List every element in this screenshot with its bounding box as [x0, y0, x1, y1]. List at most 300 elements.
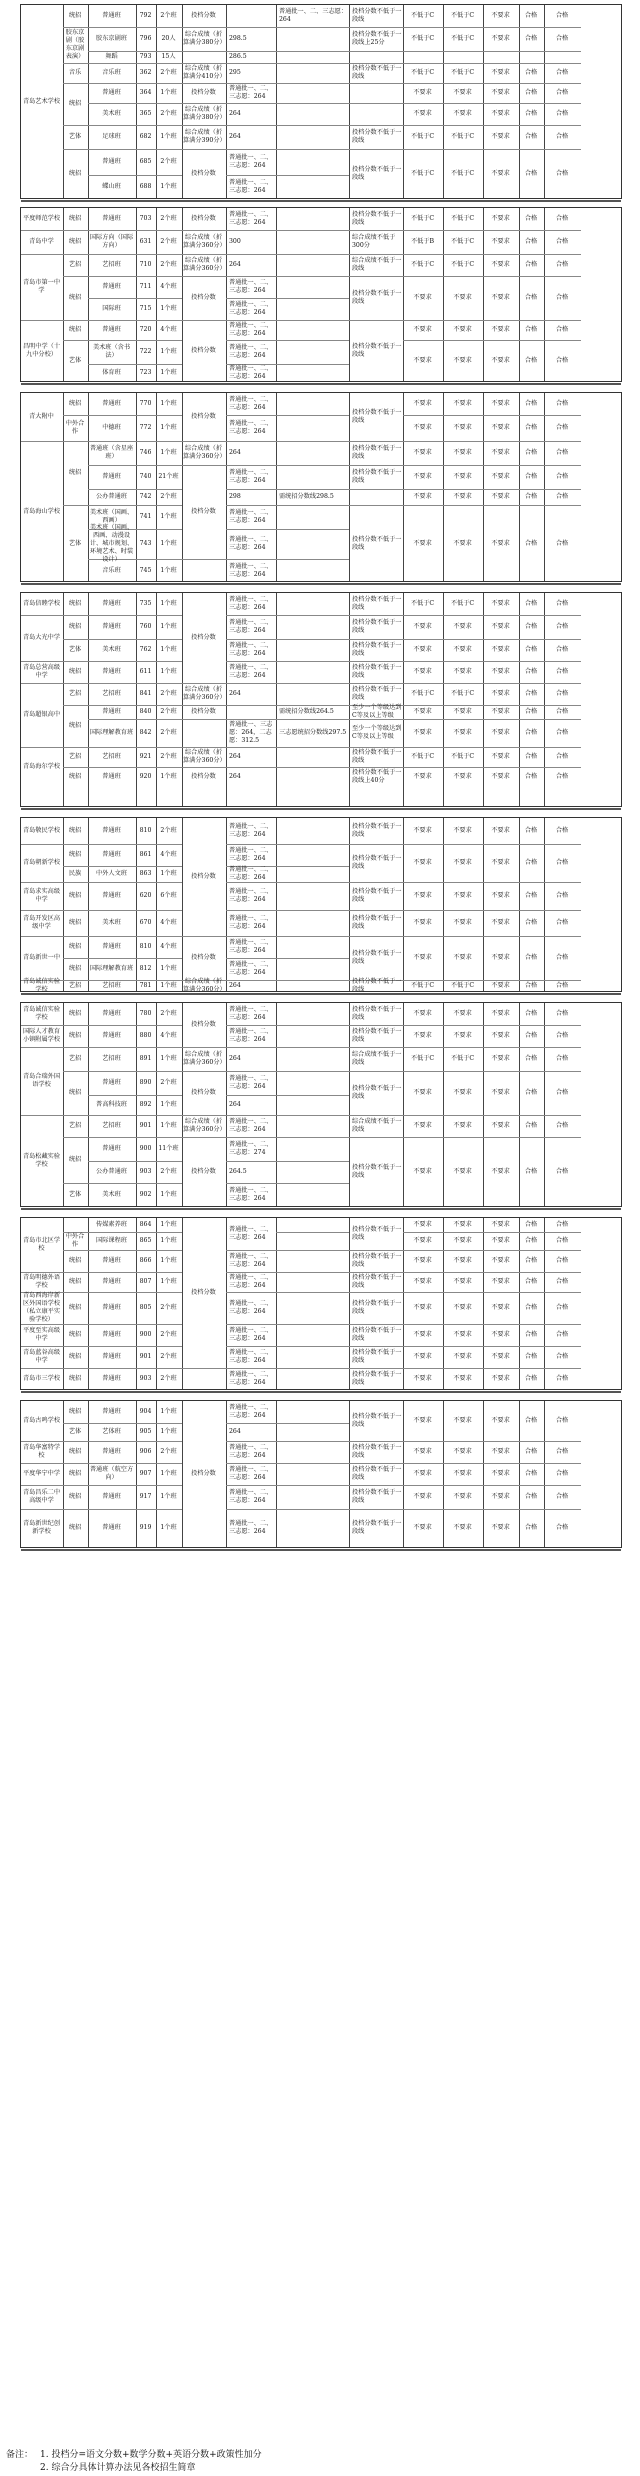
table-cell: 不要求: [491, 1492, 510, 1500]
table-cell: 900: [139, 1144, 152, 1152]
table-cell: 美术班: [102, 109, 121, 117]
table-cell: 1个班: [160, 512, 177, 520]
table-cell: 1个班: [160, 869, 177, 877]
table-cell: 艺招: [68, 982, 82, 989]
table-cell: 音乐班: [102, 68, 121, 76]
table-cell: 投档分数不低于一段线: [352, 1465, 402, 1481]
table-cell: 普通班: [102, 622, 121, 630]
table-cell: 普通班: [102, 399, 121, 407]
table-cell: 不要求: [491, 622, 510, 630]
table-cell: 不要求: [491, 492, 510, 500]
table-cell: 不低于C: [410, 11, 435, 19]
table-cell: 2个班: [160, 826, 177, 834]
table-cell: 普通班: [102, 1330, 121, 1338]
table-cell: 不要求: [413, 1009, 432, 1017]
table-cell: 投档分数: [191, 773, 216, 780]
table-cell: 普通批一、二、三志愿：264: [229, 535, 273, 551]
table-cell: 不要求: [453, 1375, 472, 1382]
table-cell: 艺招: [68, 689, 82, 697]
table-cell: 投档分数: [191, 633, 216, 641]
table-cell: [545, 51, 579, 62]
table-cell: 三志愿统招分数线297.5: [279, 728, 347, 736]
table-cell: 投档分数不低于一段线上25分: [352, 30, 402, 46]
table-cell: 合格: [555, 1447, 569, 1455]
table-cell: 合格: [524, 1492, 538, 1500]
table-cell: 合格: [524, 472, 538, 480]
table-cell: 1个班: [160, 773, 177, 780]
table-cell: 905: [139, 1427, 152, 1435]
table-cell: 不低于C: [410, 689, 435, 697]
table-cell: 1个班: [160, 1121, 177, 1129]
table-cell: [277, 1232, 349, 1249]
table-cell: 青岛昌乐二中高级中学: [22, 1488, 61, 1504]
table-cell: 美术班: [102, 645, 121, 653]
table-cell: 920: [139, 773, 152, 780]
table-cell: 不要求: [491, 689, 510, 697]
table-cell: 合格: [524, 109, 538, 117]
table-cell: 不要求: [491, 918, 510, 926]
table-cell: 普通班: [102, 1277, 121, 1285]
table-cell: 普通班: [102, 472, 121, 480]
table-cell: 不要求: [413, 858, 432, 866]
table-cell: 不要求: [453, 728, 472, 736]
table-cell: 不要求: [491, 109, 510, 117]
table-cell: 国际理解教育班: [89, 728, 134, 736]
table-cell: [277, 936, 349, 957]
table-cell: 不要求: [491, 1054, 510, 1062]
table-cell: 不要求: [413, 399, 432, 407]
table-cell: 不要求: [453, 1492, 472, 1500]
table-cell: 不要求: [491, 170, 510, 177]
table-cell: 合格: [524, 599, 538, 607]
table-cell: 统招: [68, 891, 82, 899]
table-cell: 合格: [524, 1447, 538, 1455]
table-cell: 合格: [555, 325, 569, 333]
table-cell: 903: [139, 1167, 152, 1175]
table-cell: 2个班: [160, 1447, 177, 1455]
table-cell: 艺体: [68, 1191, 82, 1198]
table-cell: 美术班（国画、西画）: [89, 508, 134, 524]
table-cell: 至少一个等级达到C等及以上等级: [352, 724, 402, 740]
table-cell: 不要求: [413, 707, 432, 715]
table-cell: 745: [139, 566, 152, 574]
table-cell: 投档分数: [191, 214, 216, 222]
table-cell: 中外合作: [65, 1232, 85, 1248]
table-cell: 1个班: [160, 423, 177, 431]
table-cell: 865: [139, 1236, 152, 1244]
table-cell: 892: [139, 1100, 152, 1108]
table-cell: 合格: [524, 357, 538, 364]
table-cell: 不低于C: [450, 34, 475, 42]
table-cell: 不要求: [413, 773, 432, 780]
table-cell: 美术班（含书法）: [92, 343, 131, 359]
table-cell: 1个班: [160, 1256, 177, 1264]
table-cell: 2个班: [160, 1375, 177, 1382]
table-cell: 917: [139, 1492, 152, 1500]
table-cell: 综合成绩（折算满分360分）: [183, 748, 226, 764]
table-cell: 统招: [68, 1155, 82, 1163]
table-cell: 不要求: [491, 1352, 510, 1360]
table-cell: [277, 298, 349, 319]
table-cell: 普通班: [102, 942, 121, 950]
table-cell: 365: [139, 109, 152, 117]
table-cell: 普通批一、二、三志愿：264: [229, 914, 273, 930]
table-cell: 普通批一、二、三志愿：264: [229, 1187, 273, 1202]
table-cell: 不要求: [453, 891, 472, 899]
table-cell: 综合成绩（折算满分360分）: [183, 444, 226, 460]
table-cell: 普通批一、二、三志愿：264: [229, 84, 273, 100]
table-cell: 不要求: [453, 539, 472, 547]
table-cell: [350, 103, 403, 124]
table-cell: 合格: [555, 728, 569, 736]
table-cell: 普通班: [102, 1492, 121, 1500]
table-cell: 投档分数不低于一段线: [352, 1348, 402, 1364]
table-cell: 艺体: [68, 132, 82, 140]
table-cell: 793: [139, 52, 152, 60]
table-cell: 平度师范学校: [22, 214, 61, 222]
table-cell: 普通班: [102, 157, 121, 165]
table-cell: 艺招班: [102, 260, 121, 268]
table-cell: 不要求: [453, 1236, 472, 1244]
table-cell: 合格: [555, 953, 569, 961]
table-cell: 不要求: [453, 622, 472, 630]
table-cell: 投档分数不低于一段线: [352, 1027, 402, 1043]
table-cell: [277, 1095, 349, 1114]
table-cell: 合格: [524, 1330, 538, 1338]
table-cell: [277, 844, 349, 865]
table-cell: 普通批一、三志愿：264，二志愿：312.5: [229, 720, 273, 744]
table-cell: 4个班: [160, 942, 177, 950]
table-cell: 不要求: [491, 1375, 510, 1382]
table-cell: 合格: [524, 34, 538, 42]
table-cell: 投档分数: [191, 1168, 216, 1175]
table-cell: 艺体班: [102, 1427, 121, 1435]
table-cell: 合格: [555, 1375, 569, 1382]
table-cell: 不要求: [491, 68, 510, 76]
table-cell: 901: [139, 1352, 152, 1360]
table-cell: 合格: [555, 1121, 569, 1129]
table-cell: [277, 27, 349, 50]
table-cell: 合格: [524, 68, 538, 76]
table-cell: 2个班: [160, 109, 177, 117]
table-cell: 普通班: [102, 1009, 121, 1017]
table-cell: 普通批一、二、三志愿：264: [229, 1225, 273, 1241]
table-cell: 不要求: [491, 1009, 510, 1017]
table-cell: 统招: [68, 1277, 82, 1285]
table-cell: 不要求: [453, 1009, 472, 1017]
table-cell: 4个班: [160, 1031, 177, 1039]
table-cell: 合格: [555, 423, 569, 431]
table-cell: 合格: [555, 399, 569, 407]
table-cell: [277, 505, 349, 528]
table-cell: [277, 866, 349, 881]
table-cell: 不要求: [413, 645, 432, 653]
table-cell: 298: [229, 492, 241, 500]
table-cell: 普通班: [102, 1523, 121, 1531]
table-cell: 不要求: [491, 237, 510, 245]
table-cell: 921: [139, 752, 152, 760]
table-cell: [277, 1485, 349, 1508]
table-cell: 普通批一、二、三志愿：264: [229, 562, 273, 578]
table-cell: 至少一个等级达到C等及以上等级: [352, 703, 402, 719]
table-cell: 不要求: [453, 858, 472, 866]
table-cell: 投档分数不低于一段线: [352, 166, 402, 181]
table-cell: 合格: [555, 1168, 569, 1175]
table-cell: 投档分数不低于一段线: [352, 748, 402, 764]
table-cell: 670: [139, 918, 152, 926]
table-cell: 不要求: [453, 1277, 472, 1285]
table-cell: 不要求: [413, 293, 432, 301]
table-cell: 投档分数不低于一段线: [352, 1488, 402, 1504]
table-cell: 不要求: [491, 728, 510, 736]
table-cell: 866: [139, 1256, 152, 1264]
table-cell: 投档分数不低于一段线: [352, 663, 402, 679]
table-cell: 1个班: [160, 1220, 177, 1228]
table-cell: 722: [139, 347, 152, 355]
table-cell: 合格: [524, 1054, 538, 1062]
table-cell: 投档分数不低于一段线: [352, 1005, 402, 1021]
table-cell: 投档分数不低于一段线: [352, 949, 402, 965]
table-cell: 投档分数不低于一段线: [352, 1412, 402, 1428]
table-cell: 普通班: [102, 1352, 121, 1360]
table-cell: 863: [139, 869, 152, 877]
table-cell: 合格: [555, 1277, 569, 1285]
table-cell: 2个班: [160, 214, 177, 222]
table-cell: 胶东京剧（胶东京剧表演）: [65, 28, 85, 60]
table-cell: 统招: [68, 1088, 82, 1096]
table-cell: 普通批一、二、三志愿：264: [229, 1465, 273, 1481]
table-cell: 美术班（国画、西画、动漫设计、城市规划、环境艺术、时装: [89, 523, 134, 555]
table-cell: 投档分数不低于一段线: [352, 618, 402, 634]
table-cell: 合格: [524, 1236, 538, 1244]
table-cell: 不低于C: [450, 237, 475, 245]
table-cell: 不要求: [413, 891, 432, 899]
table-cell: 不要求: [491, 826, 510, 834]
table-cell: 1个班: [160, 1427, 177, 1435]
table-cell: 综合成绩（折算满分360分）: [183, 233, 226, 249]
table-cell: 6个班: [160, 891, 177, 899]
table-cell: [277, 83, 349, 102]
table-cell: 音乐: [68, 68, 82, 76]
table-cell: 合格: [524, 858, 538, 866]
table-cell: 青岛中学: [29, 237, 54, 245]
table-cell: 投档分数: [191, 170, 216, 177]
table-cell: 772: [139, 423, 152, 431]
table-cell: 不要求: [413, 423, 432, 431]
table-cell: 合格: [524, 88, 538, 96]
table-cell: 传媒素养班: [96, 1220, 127, 1228]
table-cell: 青岛大光中学: [22, 633, 61, 641]
table-cell: 864: [139, 1220, 152, 1228]
table-cell: [277, 208, 349, 229]
table-cell: 统招: [68, 1330, 82, 1338]
table-cell: 综合成绩（折算满分390分）: [183, 128, 226, 144]
table-cell: 不要求: [491, 472, 510, 480]
table-cell: 合格: [555, 1054, 569, 1062]
table-cell: 2个班: [160, 707, 177, 715]
table-cell: 普通班: [102, 88, 121, 96]
table-cell: 不要求: [413, 472, 432, 480]
table-section: [20, 392, 622, 582]
table-cell: 891: [139, 1054, 152, 1062]
table-cell: 统招: [68, 1009, 82, 1017]
table-cell: 298.5: [229, 34, 247, 42]
table-cell: 合格: [524, 1031, 538, 1039]
table-cell: 703: [139, 214, 152, 222]
table-cell: 合格: [524, 132, 538, 140]
table-cell: 投档分数不低于一段线: [352, 1084, 402, 1100]
table-cell: 合格: [524, 325, 538, 333]
table-cell: 普通批一、二、三志愿：264: [279, 7, 348, 23]
table-cell: 不低于C: [450, 11, 475, 19]
table-cell: 919: [139, 1523, 152, 1531]
table-cell: 统招: [68, 170, 82, 177]
table-cell: 2个班: [160, 237, 177, 245]
table-cell: 普通班: [102, 1375, 121, 1382]
table-cell: 264.5: [229, 1167, 247, 1175]
table-cell: [277, 1441, 349, 1462]
table-cell: 不低于C: [410, 170, 435, 177]
table-cell: 720: [139, 325, 152, 333]
table-cell: 青岛新世纪创新学校: [22, 1519, 61, 1535]
table-cell: 普通批一、二、三志愿：264: [229, 1252, 273, 1268]
table-cell: 合格: [524, 622, 538, 630]
table-cell: 不要求: [453, 325, 472, 333]
table-cell: 综合成绩（折算满分410分）: [183, 64, 226, 80]
table-cell: 普通批一、二、三志愿：264: [229, 300, 273, 316]
table-cell: 胶东京剧班: [96, 34, 127, 42]
table-cell: 不要求: [453, 1121, 472, 1129]
table-cell: 合格: [555, 1303, 569, 1311]
table-cell: 264: [229, 132, 241, 140]
table-cell: 普通批一、二、三志愿：264: [229, 419, 273, 435]
table-cell: 合格: [524, 667, 538, 675]
table-cell: 统招: [68, 1447, 82, 1455]
table-cell: 不要求: [413, 622, 432, 630]
table-cell: 不要求: [453, 918, 472, 926]
table-cell: 合格: [524, 170, 538, 177]
table-cell: 不要求: [491, 260, 510, 268]
table-cell: 综合成绩（折算满分380分）: [183, 30, 226, 46]
table-cell: 903: [139, 1375, 152, 1382]
table-cell: 普通批一、二、三志愿：264: [229, 1443, 273, 1459]
table-cell: 综合成绩（折算满分380分）: [183, 105, 226, 121]
table-cell: 合格: [555, 472, 569, 480]
table-cell: 不要求: [453, 1303, 472, 1311]
table-cell: 统招: [68, 214, 82, 222]
table-cell: 青岛新世一中: [22, 953, 61, 961]
table-cell: 普通批一、二、三志愿：264: [229, 846, 273, 862]
table-cell: 685: [139, 157, 152, 165]
table-cell: 普通班: [102, 1031, 121, 1039]
table-cell: 不要求: [491, 1277, 510, 1285]
table-cell: 投档分数不低于一段线: [352, 444, 402, 460]
table-cell: 合格: [555, 667, 569, 675]
table-cell: 普通批一、二、三志愿：264: [229, 468, 273, 484]
table-cell: [277, 1463, 349, 1484]
table-cell: 1个班: [160, 622, 177, 630]
table-cell: 投档分数不低于一段线: [352, 641, 402, 657]
table-cell: 不低于C: [450, 260, 475, 268]
table-cell: 统招: [68, 721, 82, 729]
table-cell: 投档分数不低于一段线: [352, 408, 402, 424]
table-cell: 不低于C: [450, 599, 475, 607]
table-cell: 投档分数不低于一段线: [352, 822, 402, 838]
table-cell: 不要求: [453, 1031, 472, 1039]
table-cell: 2个班: [160, 157, 177, 165]
table-cell: [277, 149, 349, 174]
table-cell: 青岛海尔学校: [22, 763, 61, 770]
table-cell: 不要求: [491, 325, 510, 333]
table-cell: 青岛市北区学校: [22, 1236, 61, 1252]
table-cell: 264: [229, 752, 241, 760]
table-cell: 投档分数不低于一段线: [352, 854, 402, 870]
table-cell: [227, 5, 276, 26]
table-cell: 不要求: [413, 492, 432, 500]
table-cell: 投档分数不低于一段线: [352, 64, 402, 80]
table-cell: 2个班: [160, 1352, 177, 1360]
table-cell: 综合成绩（折算满分360分）: [183, 1050, 226, 1066]
table-cell: 不要求: [413, 1523, 432, 1531]
table-cell: 不要求: [491, 858, 510, 866]
table-cell: 青岛超银高中: [22, 710, 61, 718]
table-cell: 统招: [68, 667, 82, 675]
table-cell: 青岛艺术学校: [22, 98, 61, 105]
table-cell: [277, 1272, 349, 1291]
table-cell: 2个班: [160, 1330, 177, 1338]
table-cell: [350, 489, 403, 504]
table-cell: 841: [139, 689, 152, 697]
table-cell: 普通批一、二、三志愿：264: [229, 1074, 273, 1090]
table-section: [20, 207, 622, 382]
table-cell: 15人: [161, 52, 176, 60]
table-cell: [277, 1346, 349, 1367]
table-cell: 投档分数不低于一段线: [352, 535, 402, 551]
table-cell: 合格: [555, 170, 569, 177]
table-cell: 普通批一、二、三志愿：264: [229, 278, 273, 294]
table-cell: [277, 958, 349, 979]
table-cell: [277, 1509, 349, 1546]
table-cell: 音乐班: [102, 566, 121, 574]
table-cell: 762: [139, 645, 152, 653]
table-section: [20, 1002, 622, 1207]
table-cell: 投档分数: [191, 953, 216, 961]
table-cell: 合格: [555, 1416, 569, 1424]
table-cell: 不要求: [453, 773, 472, 780]
table-cell: 青岛朝新学校: [22, 858, 61, 866]
table-cell: 807: [139, 1277, 152, 1285]
table-cell: 国际方向（国际方向）: [89, 233, 134, 249]
table-cell: 合格: [524, 773, 538, 780]
table-cell: 普通批一、二、三志愿：264: [229, 1273, 273, 1289]
table-cell: 682: [139, 132, 152, 140]
table-cell: 1个班: [160, 1407, 177, 1415]
table-cell: 普通班（含星座班）: [89, 444, 134, 460]
table-cell: 普通批一、二、三志愿：264: [229, 641, 273, 657]
table-cell: 1个班: [160, 539, 177, 547]
table-cell: 国际人才教育小镇附属学校: [22, 1027, 61, 1043]
table-cell: 艺体: [68, 357, 82, 364]
table-cell: 投档分数不低于一段线: [352, 1273, 402, 1289]
table-cell: 1个班: [160, 1236, 177, 1244]
table-cell: 11个班: [158, 1144, 179, 1152]
table-cell: 不要求: [453, 645, 472, 653]
table-cell: 中外合作: [65, 419, 85, 435]
table-cell: 2个班: [160, 492, 177, 500]
table-cell: 投档分数不低于一段线: [352, 685, 402, 701]
table-cell: 不要求: [413, 667, 432, 675]
table-cell: 投档分数不低于一段线: [352, 1371, 402, 1386]
